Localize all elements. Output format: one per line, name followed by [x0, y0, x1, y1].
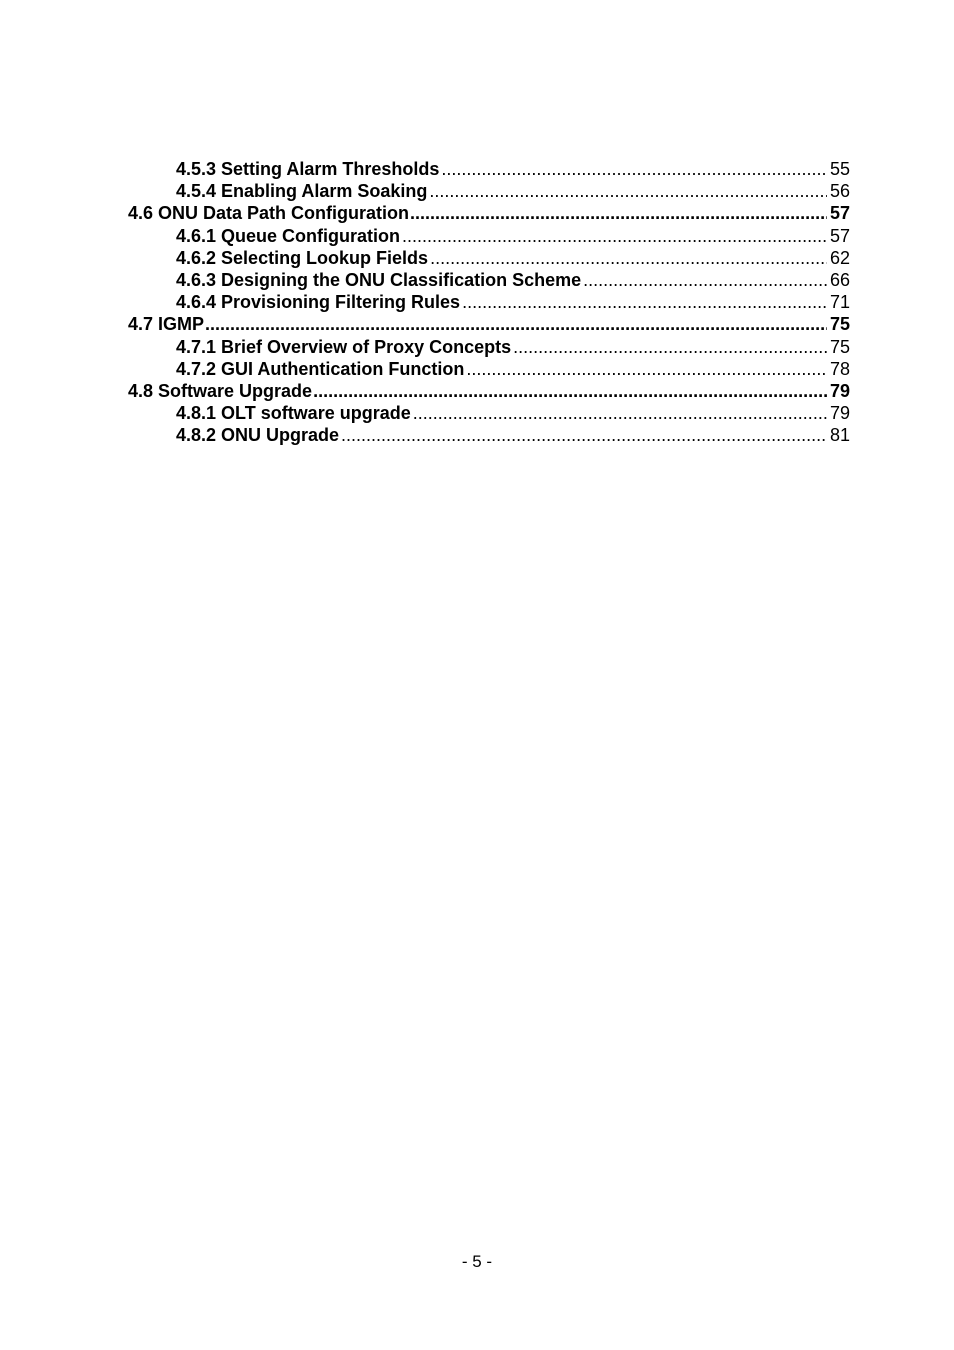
- toc-entry[interactable]: [128, 313, 850, 335]
- toc-dot-leader: [430, 247, 827, 269]
- toc-entry-page: 78: [829, 358, 850, 379]
- toc-entry-page: 62: [829, 247, 850, 268]
- toc-entry-title: 4.5.3 Setting Alarm Thresholds: [176, 159, 440, 179]
- toc-dot-leader: [410, 202, 827, 224]
- toc-entry[interactable]: [128, 180, 850, 202]
- toc-entry-page: 75: [829, 314, 850, 335]
- toc-entry-page: 71: [829, 292, 850, 313]
- toc-entry[interactable]: [128, 358, 850, 380]
- toc-entry-title: 4.6.3 Designing the ONU Classification Scheme: [176, 269, 582, 290]
- toc-entry[interactable]: [128, 336, 850, 358]
- toc-entry-title: 4.7 IGMP: [128, 314, 205, 335]
- toc-entry-page: 57: [829, 203, 850, 224]
- toc-dot-leader: [205, 313, 827, 335]
- toc-dot-leader: [466, 358, 827, 380]
- toc-entry-title: 4.6.2 Selecting Lookup Fields: [176, 247, 429, 268]
- page-number: - 5 -: [461, 1252, 493, 1271]
- toc-entry-title: 4.8.2 ONU Upgrade: [176, 425, 340, 446]
- toc-entry-page: 81: [829, 425, 850, 446]
- toc-entry-title: 4.8.1 OLT software upgrade: [176, 403, 411, 424]
- toc-entry-page: 56: [829, 181, 850, 202]
- toc-entry[interactable]: [128, 380, 850, 402]
- toc-entry-page: 75: [829, 336, 850, 357]
- toc-entry[interactable]: [128, 158, 850, 180]
- toc-dot-leader: [462, 291, 827, 313]
- toc-entry-page: 79: [829, 380, 850, 401]
- toc-entry-page: 66: [829, 269, 850, 290]
- toc-dot-leader: [513, 336, 827, 358]
- toc-entry[interactable]: [128, 269, 850, 291]
- toc-entry[interactable]: [128, 291, 850, 313]
- toc-entry-title: 4.5.4 Enabling Alarm Soaking: [176, 181, 428, 202]
- toc-entry-page: 55: [829, 159, 850, 179]
- toc-entry[interactable]: [128, 225, 850, 247]
- table-of-contents: [128, 158, 850, 446]
- toc-dot-leader: [402, 225, 827, 247]
- toc-entry-title: 4.7.2 GUI Authentication Function: [176, 358, 465, 379]
- toc-dot-leader: [341, 424, 827, 446]
- toc-entry-title: 4.6.4 Provisioning Filtering Rules: [176, 292, 461, 313]
- toc-entry-title: 4.6.1 Queue Configuration: [176, 225, 401, 246]
- toc-dot-leader: [583, 269, 827, 291]
- toc-entry[interactable]: [128, 424, 850, 446]
- toc-entry-title: 4.6 ONU Data Path Configuration: [128, 203, 410, 224]
- toc-dot-leader: [413, 402, 827, 424]
- toc-entry[interactable]: [128, 202, 850, 224]
- toc-entry-title: 4.8 Software Upgrade: [128, 380, 313, 401]
- toc-entry[interactable]: [128, 247, 850, 269]
- toc-dot-leader: [313, 380, 827, 402]
- toc-entry[interactable]: [128, 402, 850, 424]
- toc-dot-leader: [429, 180, 827, 202]
- toc-entry-page: 79: [829, 403, 850, 424]
- toc-entry-page: 57: [829, 225, 850, 246]
- toc-dot-leader: [441, 158, 827, 180]
- toc-entry-title: 4.7.1 Brief Overview of Proxy Concepts: [176, 336, 512, 357]
